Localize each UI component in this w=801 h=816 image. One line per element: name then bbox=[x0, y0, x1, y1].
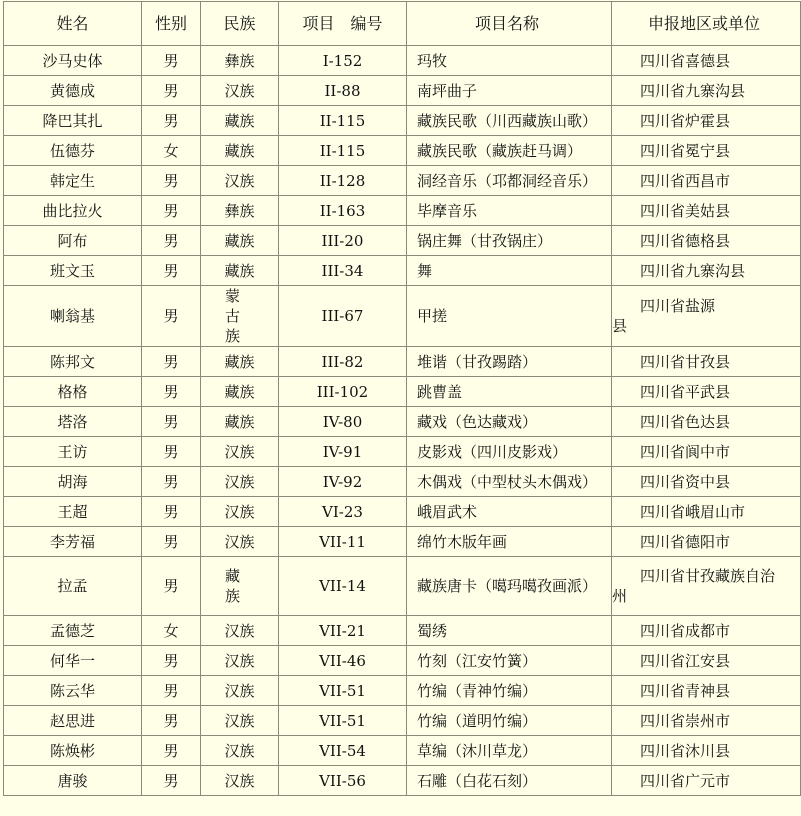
cell-name: 班文玉 bbox=[4, 256, 142, 286]
cell-unit: 四川省甘孜县 bbox=[612, 347, 801, 377]
cell-project-id: VII-46 bbox=[279, 646, 407, 676]
cell-unit: 四川省广元市 bbox=[612, 766, 801, 796]
cell-name: 阿布 bbox=[4, 226, 142, 256]
cell-gender: 男 bbox=[142, 766, 201, 796]
cell-project-name: 绵竹木版年画 bbox=[407, 527, 612, 557]
table-row bbox=[4, 106, 801, 136]
table-row bbox=[4, 736, 801, 766]
cell-name: 陈焕彬 bbox=[4, 736, 142, 766]
table-row bbox=[4, 467, 801, 497]
table-row bbox=[4, 616, 801, 646]
table-row bbox=[4, 196, 801, 226]
cell-gender: 男 bbox=[142, 557, 201, 616]
cell-gender: 男 bbox=[142, 706, 201, 736]
cell-ethnicity: 汉族 bbox=[201, 706, 279, 736]
cell-project-name: 木偶戏（中型杖头木偶戏） bbox=[407, 467, 612, 497]
cell-ethnicity: 汉族 bbox=[201, 527, 279, 557]
cell-project-name: 毕摩音乐 bbox=[407, 196, 612, 226]
cell-name: 伍德芬 bbox=[4, 136, 142, 166]
table-row bbox=[4, 76, 801, 106]
cell-gender: 男 bbox=[142, 736, 201, 766]
cell-ethnicity: 藏族 bbox=[201, 557, 279, 616]
table-row bbox=[4, 377, 801, 407]
cell-project-id: VII-14 bbox=[279, 557, 407, 616]
cell-project-name: 皮影戏（四川皮影戏） bbox=[407, 437, 612, 467]
cell-unit: 四川省平武县 bbox=[612, 377, 801, 407]
cell-project-id: III-20 bbox=[279, 226, 407, 256]
cell-name: 王超 bbox=[4, 497, 142, 527]
table-row bbox=[4, 226, 801, 256]
cell-ethnicity: 藏族 bbox=[201, 106, 279, 136]
cell-unit: 四川省九寨沟县 bbox=[612, 256, 801, 286]
cell-gender: 男 bbox=[142, 347, 201, 377]
cell-project-id: II-163 bbox=[279, 196, 407, 226]
cell-project-name: 舞 bbox=[407, 256, 612, 286]
cell-project-id: III-67 bbox=[279, 286, 407, 347]
cell-project-id: VII-11 bbox=[279, 527, 407, 557]
cell-unit: 四川省崇州市 bbox=[612, 706, 801, 736]
cell-gender: 男 bbox=[142, 256, 201, 286]
cell-name: 唐骏 bbox=[4, 766, 142, 796]
cell-project-name: 竹刻（江安竹簧） bbox=[407, 646, 612, 676]
cell-ethnicity: 汉族 bbox=[201, 76, 279, 106]
cell-project-id: VI-23 bbox=[279, 497, 407, 527]
cell-project-name: 藏族唐卡（噶玛噶孜画派） bbox=[407, 557, 612, 616]
cell-gender: 男 bbox=[142, 497, 201, 527]
table-row bbox=[4, 527, 801, 557]
cell-gender: 男 bbox=[142, 196, 201, 226]
table-row bbox=[4, 166, 801, 196]
cell-unit: 四川省炉霍县 bbox=[612, 106, 801, 136]
cell-ethnicity: 藏族 bbox=[201, 256, 279, 286]
cell-unit: 四川省资中县 bbox=[612, 467, 801, 497]
cell-unit: 四川省沐川县 bbox=[612, 736, 801, 766]
cell-project-id: VII-21 bbox=[279, 616, 407, 646]
cell-project-id: II-115 bbox=[279, 106, 407, 136]
cell-project-name: 竹编（青神竹编） bbox=[407, 676, 612, 706]
cell-unit-line: 州 bbox=[612, 587, 628, 605]
cell-project-name: 南坪曲子 bbox=[407, 76, 612, 106]
cell-ethnicity: 藏族 bbox=[201, 407, 279, 437]
cell-unit-line: 县 bbox=[612, 317, 628, 335]
cell-unit-line: 四川省甘孜藏族自治 bbox=[640, 567, 776, 585]
cell-gender: 男 bbox=[142, 407, 201, 437]
cell-ethnicity: 藏族 bbox=[201, 136, 279, 166]
cell-unit-line: 四川省盐源 bbox=[640, 297, 716, 315]
cell-project-id: II-115 bbox=[279, 136, 407, 166]
table-row bbox=[4, 256, 801, 286]
cell-project-name: 堆谐（甘孜踢踏） bbox=[407, 347, 612, 377]
table-row bbox=[4, 766, 801, 796]
cell-ethnicity: 藏族 bbox=[201, 226, 279, 256]
header-unit: 申报地区或单位 bbox=[612, 2, 801, 46]
cell-unit: 四川省美姑县 bbox=[612, 196, 801, 226]
cell-ethnicity: 汉族 bbox=[201, 467, 279, 497]
inheritors-table bbox=[3, 1, 801, 796]
cell-project-id: I-152 bbox=[279, 46, 407, 76]
header-gender: 性别 bbox=[142, 2, 201, 46]
cell-ethnicity: 彝族 bbox=[201, 46, 279, 76]
cell-name: 黄德成 bbox=[4, 76, 142, 106]
cell-name: 格格 bbox=[4, 377, 142, 407]
cell-ethnicity: 蒙古族 bbox=[201, 286, 279, 347]
cell-unit: 四川省西昌市 bbox=[612, 166, 801, 196]
cell-ethnicity: 汉族 bbox=[201, 166, 279, 196]
cell-unit: 四川省阆中市 bbox=[612, 437, 801, 467]
cell-gender: 男 bbox=[142, 46, 201, 76]
cell-ethnicity: 藏族 bbox=[201, 377, 279, 407]
cell-unit: 四川省色达县 bbox=[612, 407, 801, 437]
cell-project-name: 跳曹盖 bbox=[407, 377, 612, 407]
cell-project-id: VII-51 bbox=[279, 676, 407, 706]
table-row bbox=[4, 136, 801, 166]
table-row bbox=[4, 286, 801, 347]
cell-name: 降巴其扎 bbox=[4, 106, 142, 136]
cell-name: 胡海 bbox=[4, 467, 142, 497]
cell-name: 曲比拉火 bbox=[4, 196, 142, 226]
cell-name: 塔洛 bbox=[4, 407, 142, 437]
cell-project-name: 峨眉武术 bbox=[407, 497, 612, 527]
table-row bbox=[4, 676, 801, 706]
cell-gender: 男 bbox=[142, 467, 201, 497]
cell-unit: 四川省成都市 bbox=[612, 616, 801, 646]
table-row bbox=[4, 706, 801, 736]
header-name: 姓名 bbox=[4, 2, 142, 46]
cell-unit: 四川省德格县 bbox=[612, 226, 801, 256]
cell-name: 陈云华 bbox=[4, 676, 142, 706]
cell-project-name: 石雕（白花石刻） bbox=[407, 766, 612, 796]
cell-name: 李芳福 bbox=[4, 527, 142, 557]
table-header-row bbox=[4, 2, 801, 46]
cell-ethnicity: 汉族 bbox=[201, 676, 279, 706]
cell-ethnicity: 汉族 bbox=[201, 736, 279, 766]
cell-ethnicity: 汉族 bbox=[201, 437, 279, 467]
cell-gender: 男 bbox=[142, 106, 201, 136]
cell-unit: 四川省九寨沟县 bbox=[612, 76, 801, 106]
cell-project-id: IV-80 bbox=[279, 407, 407, 437]
cell-gender: 男 bbox=[142, 76, 201, 106]
cell-ethnicity: 汉族 bbox=[201, 497, 279, 527]
cell-gender: 男 bbox=[142, 676, 201, 706]
cell-unit: 四川省德阳市 bbox=[612, 527, 801, 557]
cell-project-id: III-82 bbox=[279, 347, 407, 377]
cell-project-name: 洞经音乐（邛都洞经音乐） bbox=[407, 166, 612, 196]
cell-unit: 四川省峨眉山市 bbox=[612, 497, 801, 527]
cell-project-name: 竹编（道明竹编） bbox=[407, 706, 612, 736]
cell-project-name: 蜀绣 bbox=[407, 616, 612, 646]
cell-project-name: 草编（沐川草龙） bbox=[407, 736, 612, 766]
cell-project-id: IV-91 bbox=[279, 437, 407, 467]
cell-name: 韩定生 bbox=[4, 166, 142, 196]
cell-ethnicity: 汉族 bbox=[201, 766, 279, 796]
cell-gender: 男 bbox=[142, 166, 201, 196]
cell-project-id: II-128 bbox=[279, 166, 407, 196]
table-row bbox=[4, 407, 801, 437]
cell-gender: 男 bbox=[142, 527, 201, 557]
header-project-id: 项目 编号 bbox=[279, 2, 407, 46]
cell-project-id: VII-54 bbox=[279, 736, 407, 766]
cell-gender: 女 bbox=[142, 136, 201, 166]
cell-ethnicity: 汉族 bbox=[201, 616, 279, 646]
cell-ethnicity: 彝族 bbox=[201, 196, 279, 226]
cell-project-id: III-34 bbox=[279, 256, 407, 286]
cell-gender: 女 bbox=[142, 616, 201, 646]
cell-project-name: 藏戏（色达藏戏） bbox=[407, 407, 612, 437]
cell-unit: 四川省喜德县 bbox=[612, 46, 801, 76]
cell-gender: 男 bbox=[142, 377, 201, 407]
cell-unit: 四川省青神县 bbox=[612, 676, 801, 706]
cell-project-id: II-88 bbox=[279, 76, 407, 106]
cell-name: 拉孟 bbox=[4, 557, 142, 616]
cell-name: 喇翁基 bbox=[4, 286, 142, 347]
cell-unit: 四川省江安县 bbox=[612, 646, 801, 676]
cell-name: 赵思进 bbox=[4, 706, 142, 736]
cell-project-id: VII-56 bbox=[279, 766, 407, 796]
table-row bbox=[4, 646, 801, 676]
cell-gender: 男 bbox=[142, 646, 201, 676]
cell-name: 陈邦文 bbox=[4, 347, 142, 377]
table-row bbox=[4, 347, 801, 377]
cell-unit bbox=[612, 286, 801, 347]
cell-name: 孟德芝 bbox=[4, 616, 142, 646]
cell-gender: 男 bbox=[142, 437, 201, 467]
cell-project-name: 藏族民歌（川西藏族山歌） bbox=[407, 106, 612, 136]
cell-name: 沙马史体 bbox=[4, 46, 142, 76]
cell-project-name: 玛牧 bbox=[407, 46, 612, 76]
cell-project-name: 藏族民歌（藏族赶马调） bbox=[407, 136, 612, 166]
cell-project-name: 甲搓 bbox=[407, 286, 612, 347]
cell-name: 何华一 bbox=[4, 646, 142, 676]
cell-unit bbox=[612, 557, 801, 616]
header-ethnicity: 民族 bbox=[201, 2, 279, 46]
cell-gender: 男 bbox=[142, 226, 201, 256]
cell-project-id: III-102 bbox=[279, 377, 407, 407]
cell-project-id: VII-51 bbox=[279, 706, 407, 736]
table-row bbox=[4, 557, 801, 616]
cell-project-id: IV-92 bbox=[279, 467, 407, 497]
cell-ethnicity: 藏族 bbox=[201, 347, 279, 377]
header-project-name: 项目名称 bbox=[407, 2, 612, 46]
cell-project-name: 锅庄舞（甘孜锅庄） bbox=[407, 226, 612, 256]
table-row bbox=[4, 437, 801, 467]
cell-ethnicity: 汉族 bbox=[201, 646, 279, 676]
cell-name: 王访 bbox=[4, 437, 142, 467]
table-row bbox=[4, 46, 801, 76]
cell-unit: 四川省冕宁县 bbox=[612, 136, 801, 166]
cell-gender: 男 bbox=[142, 286, 201, 347]
table-row bbox=[4, 497, 801, 527]
